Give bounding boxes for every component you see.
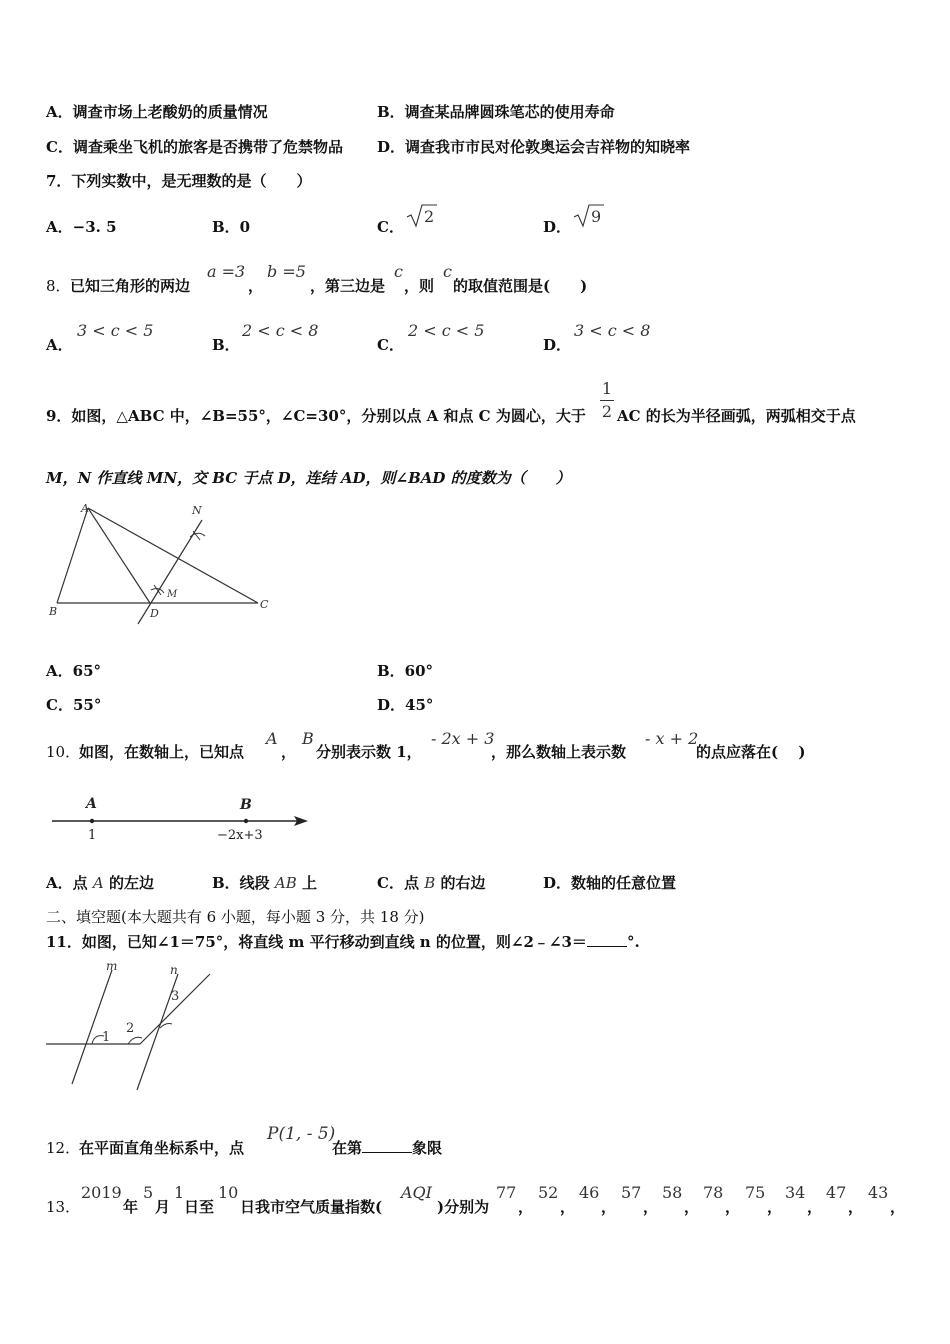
q7-option-a: A．−3. 5 [46,218,117,236]
q13-number: 13． [46,1198,81,1216]
q10-text-1: 如图，在数轴上，已知点 [79,743,245,761]
q13-separator: ， [848,1198,864,1216]
q13-text-year: 年 [123,1198,139,1216]
q9-line-1b: AC 的长为半径画弧，两弧相交于点 [617,407,856,425]
q13-value: 47 [826,1183,847,1202]
q6-option-a: A．调查市场上老酸奶的质量情况 [46,103,268,121]
q8-text-1: 已知三角形的两边 [70,277,191,295]
q10-fig-b: B [240,797,252,813]
q7-option-d: D． [543,218,572,236]
q13-separator: ， [807,1198,823,1216]
q8-text-4: 的取值范围是( ) [453,277,588,295]
q13-aqi: AQI [401,1183,432,1202]
q10-text-4: 的点应落在( ) [696,743,806,761]
q7-sqrt-9 [572,202,604,228]
q6-option-b: B．调查某品牌圆珠笔芯的使用寿命 [377,103,615,121]
q10-option-d: D．数轴的任意位置 [543,874,677,892]
q13-text-to: 日至 [184,1198,215,1216]
q10-fig-expr: −2x+3 [217,828,263,843]
q9-fraction-bar [600,400,614,401]
q6-option-c: C．调查乘坐飞机的旅客是否携带了危禁物品 [46,138,343,156]
q7-stem: 7．下列实数中，是无理数的是（ ） [46,172,312,190]
q12-answer-blank[interactable] [362,1138,412,1153]
q13-value: 43 [868,1183,889,1202]
section-2-heading: 二、填空题(本大题共有 6 小题，每小题 3 分，共 18 分) [46,908,425,926]
q13-separator: ， [684,1198,700,1216]
q13-day-10: 10 [218,1183,239,1202]
q10-option-b: B．线段 AB 上 [212,874,318,892]
q13-text-values: )分别为 [437,1198,490,1216]
q9-option-a: A．65° [46,662,102,680]
q13-value: 46 [579,1183,600,1202]
q8-text-2: ，第三边是 [310,277,386,295]
q9-fraction-numerator: 1 [601,379,613,398]
q10-fig-one: 1 [88,828,97,843]
q8-option-c: C． [377,336,404,354]
q7-radicand-9: 9 [591,207,602,226]
q8-var-c-1: c [394,262,403,281]
q8-var-c-2: c [443,262,452,281]
q9-label-c: C [260,598,269,611]
q8-option-a: A． [46,336,73,354]
q11-angle-1: 1 [102,1030,111,1045]
q6-option-d: D．调查我市市民对伦敦奥运会吉祥物的知晓率 [377,138,691,156]
q9-fraction-denominator: 2 [601,402,613,421]
q13-separator: ， [560,1198,576,1216]
q13-value: 34 [785,1183,806,1202]
q8-option-b-expr: 2 < c < 8 [242,321,319,340]
q10-var-a: A [266,729,278,748]
q10-comma: ， [281,743,297,761]
q9-triangle-figure [40,500,280,630]
q11-answer-blank[interactable] [587,932,627,947]
q9-label-m: M [167,589,178,600]
q9-option-c: C．55° [46,696,102,714]
q13-value: 58 [662,1183,683,1202]
q11-angle-3: 3 [171,989,180,1004]
q13-separator: ， [518,1198,534,1216]
q10-text-2: 分别表示数 1， [316,743,422,761]
q13-text-aqi: 日我市空气质量指数( [240,1198,383,1216]
q13-separator: ， [890,1198,906,1216]
q10-expr-2: - x + 2 [645,729,699,748]
q9-option-d: D．45° [377,696,434,714]
q11-label-n: n [170,963,178,977]
q11-text: 11．如图，已知∠1＝75°，将直线 m 平行移动到直线 n 的位置，则∠2﹣∠3＝ °. [46,933,640,951]
q9-label-n: N [192,504,202,517]
q9-option-b: B．60° [377,662,434,680]
q10-number: 10． [46,743,81,761]
q8-option-d-expr: 3 < c < 8 [574,321,651,340]
q8-number: 8． [46,277,71,295]
q8-option-d: D． [543,336,572,354]
q7-sqrt-2 [405,202,437,228]
q10-number-line [50,792,320,848]
q9-label-d: D [150,607,159,620]
q7-option-b: B．0 [212,218,251,236]
q10-option-a: A．点 A 的左边 [46,874,154,892]
q13-value: 75 [745,1183,766,1202]
q10-text-3: ，那么数轴上表示数 [491,743,627,761]
q13-day-1: 1 [174,1183,185,1202]
q13-separator: ， [643,1198,659,1216]
q13-value: 57 [621,1183,642,1202]
q11-angle-2: 2 [126,1021,135,1036]
q8-comma: ， [248,277,264,295]
q13-separator: ， [767,1198,783,1216]
q13-separator: ， [601,1198,617,1216]
q12-point: P(1, - 5) [267,1124,336,1144]
q12-text-2: 在第 象限 [332,1139,443,1157]
q13-year: 2019 [81,1183,122,1202]
q13-value: 52 [538,1183,559,1202]
q8-text-3: ，则 [404,277,435,295]
q13-value: 78 [703,1183,724,1202]
q7-option-c: C． [377,218,404,236]
q11-parallel-lines-figure [42,958,222,1098]
q13-separator: ， [725,1198,741,1216]
q10-option-c: C．点 B 的右边 [377,874,486,892]
q9-label-a: A [81,502,89,515]
q10-expr-1: - 2x + 3 [431,729,495,748]
q8-option-a-expr: 3 < c < 5 [77,321,154,340]
q12-text-1: 在平面直角坐标系中，点 [79,1139,245,1157]
q9-label-b: B [49,605,58,618]
q8-side-b: b =5 [267,262,306,281]
q10-fig-a: A [86,796,97,812]
q12-number: 12． [46,1139,81,1157]
q8-option-c-expr: 2 < c < 5 [408,321,485,340]
q9-line-1a: 9．如图，△ABC 中，∠B=55°，∠C=30°，分别以点 A 和点 C 为圆心，大于 [46,407,586,425]
q8-side-a: a =3 [207,262,246,281]
q10-var-b: B [302,729,314,748]
q8-option-b: B． [212,336,240,354]
q13-text-month: 月 [155,1198,171,1216]
q11-label-m: m [106,959,118,973]
q9-fraction [600,380,614,421]
q13-month: 5 [143,1183,154,1202]
q9-line-2: M，N 作直线 MN，交 BC 于点 D，连结 AD，则∠BAD 的度数为（ ） [46,469,571,487]
q7-radicand-2: 2 [424,207,435,226]
q13-value: 77 [496,1183,517,1202]
